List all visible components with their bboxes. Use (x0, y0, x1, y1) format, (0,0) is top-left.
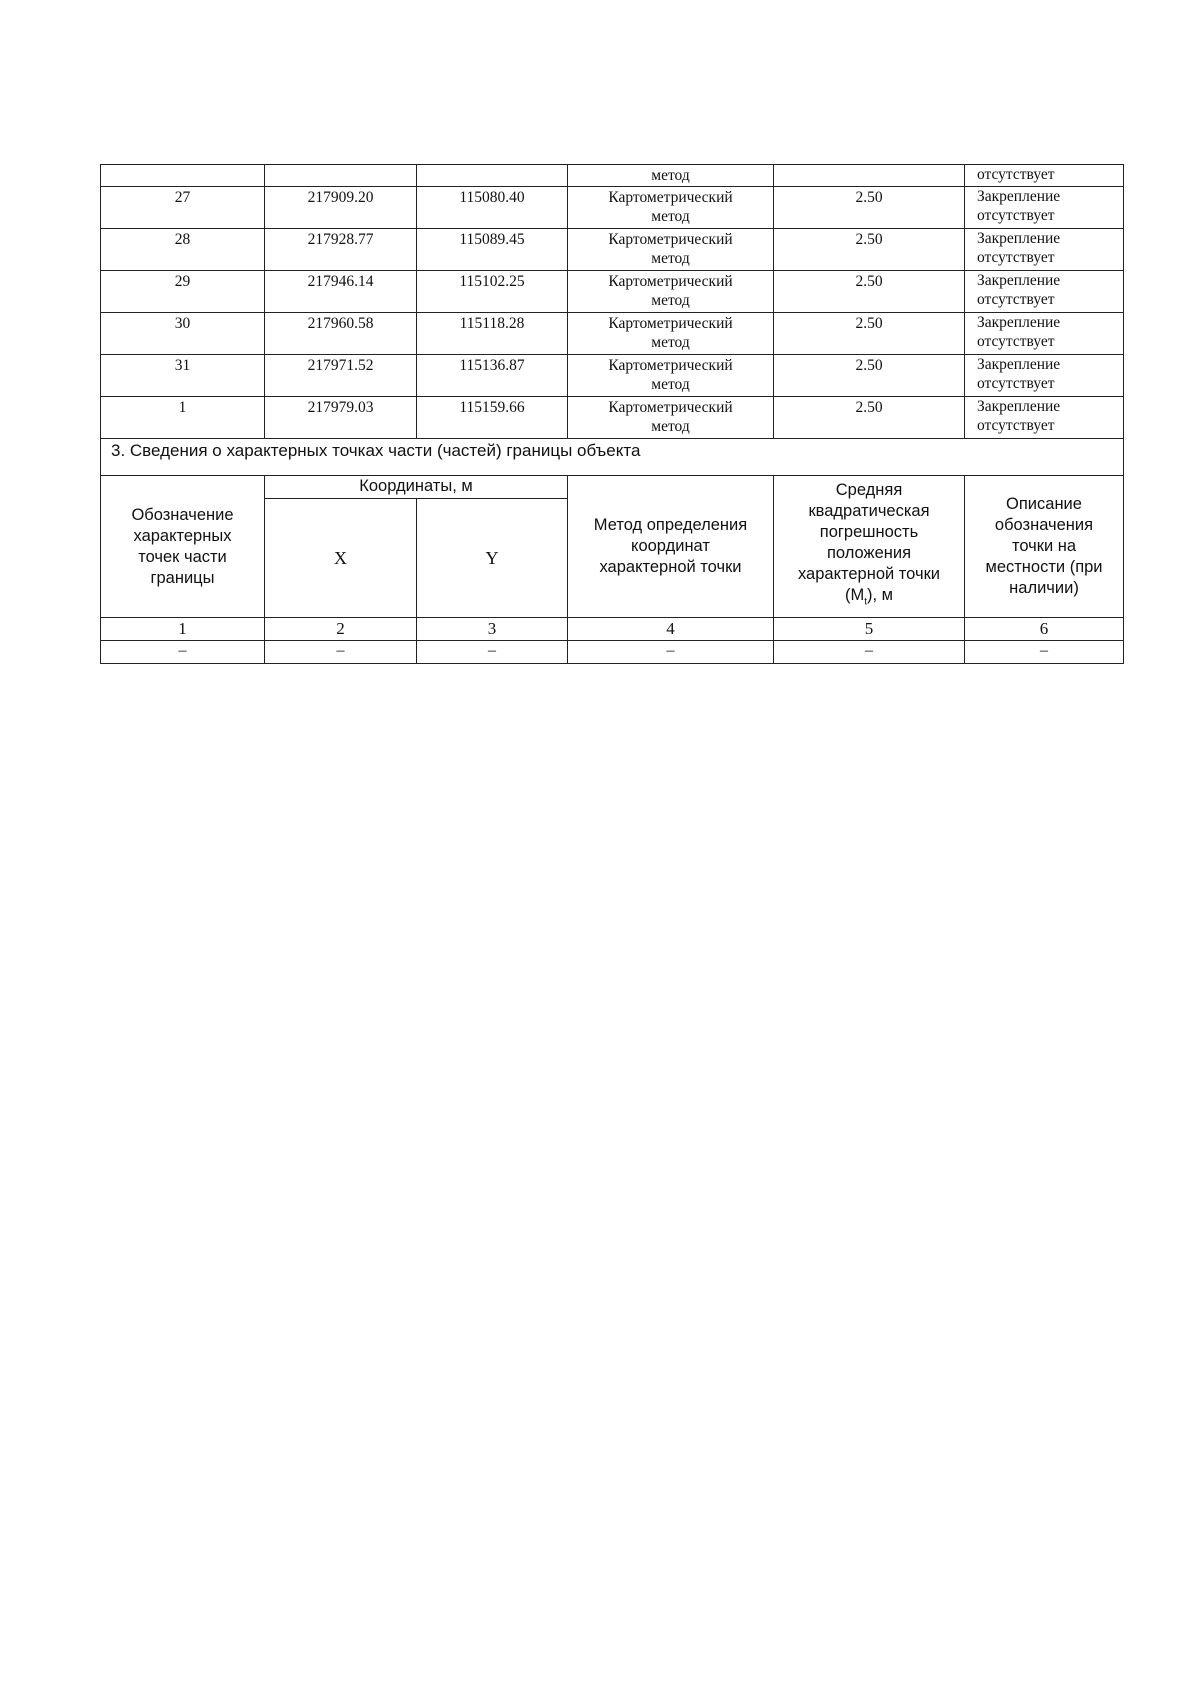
header-error: Средняя квадратическая погрешность положения характерной точки $(M_t)$, м (774, 476, 965, 618)
table-row (101, 397, 1124, 439)
point-error: 2.50 (774, 271, 965, 313)
point-y: 115136.87 (417, 355, 568, 397)
point-method: Картометрический метод (568, 313, 774, 355)
header-coordinates: Координаты, м (265, 476, 568, 499)
point-error: 2.50 (774, 313, 965, 355)
point-y: 115089.45 (417, 229, 568, 271)
point-number: 27 (101, 187, 265, 229)
point-error: 2.50 (774, 355, 965, 397)
point-number: 30 (101, 313, 265, 355)
point-x: 217928.77 (265, 229, 417, 271)
point-x: 217909.20 (265, 187, 417, 229)
point-y: 115080.40 (417, 187, 568, 229)
table-row (101, 355, 1124, 397)
point-method: Картометрический метод (568, 229, 774, 271)
point-number: 1 (101, 397, 265, 439)
continued-method: метод (568, 165, 774, 187)
point-x: 217979.03 (265, 397, 417, 439)
point-x: 217960.58 (265, 313, 417, 355)
table-row (101, 187, 1124, 229)
point-method: Картометрический метод (568, 187, 774, 229)
section-title: 3. Сведения о характерных точках части (частей) границы объекта (101, 439, 1124, 476)
point-description: Закрепление отсутствует (965, 313, 1124, 355)
table-row (101, 229, 1124, 271)
continued-row (101, 165, 1124, 187)
point-error: 2.50 (774, 229, 965, 271)
point-description: Закрепление отсутствует (965, 271, 1124, 313)
header-y: Y (417, 499, 568, 618)
header-method: Метод определения координат характерной точки (568, 476, 774, 618)
point-y: 115102.25 (417, 271, 568, 313)
point-y: 115159.66 (417, 397, 568, 439)
point-method: Картометрический метод (568, 355, 774, 397)
point-description: Закрепление отсутствует (965, 187, 1124, 229)
point-description: Закрепление отсутствует (965, 397, 1124, 439)
points-table (100, 164, 1124, 664)
table-row (101, 271, 1124, 313)
document-page (100, 164, 1123, 664)
point-x: 217971.52 (265, 355, 417, 397)
continued-description: отсутствует (965, 165, 1124, 187)
header-description: Описание обозначения точки на местности (при наличии) (965, 476, 1124, 618)
point-number: 28 (101, 229, 265, 271)
point-x: 217946.14 (265, 271, 417, 313)
empty-data-row: – – – – – – (101, 641, 1124, 664)
header-designation: Обозначение характерных точек части границы (101, 476, 265, 618)
point-description: Закрепление отсутствует (965, 355, 1124, 397)
point-error: 2.50 (774, 397, 965, 439)
point-method: Картометрический метод (568, 397, 774, 439)
point-error: 2.50 (774, 187, 965, 229)
header-x: X (265, 499, 417, 618)
table-row (101, 313, 1124, 355)
point-method: Картометрический метод (568, 271, 774, 313)
point-number: 31 (101, 355, 265, 397)
point-y: 115118.28 (417, 313, 568, 355)
column-numbers-row: 1 2 3 4 5 6 (101, 618, 1124, 641)
point-number: 29 (101, 271, 265, 313)
point-description: Закрепление отсутствует (965, 229, 1124, 271)
